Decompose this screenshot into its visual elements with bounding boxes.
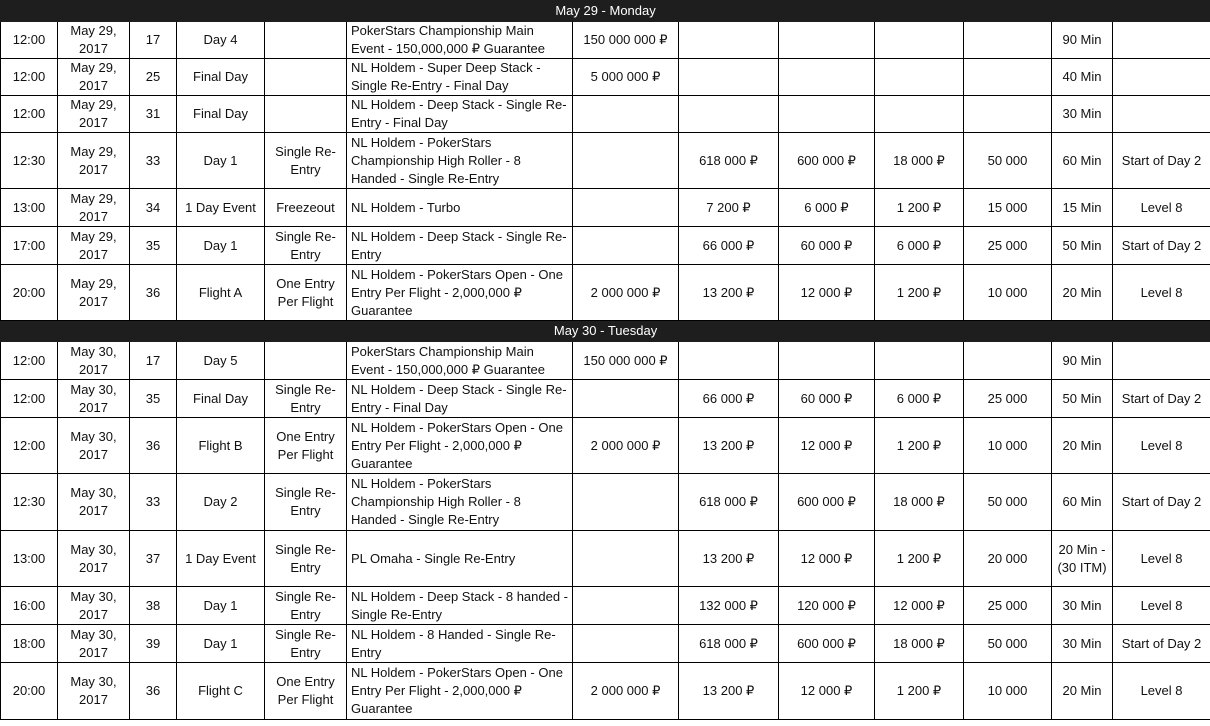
late-registration-cell: Start of Day 2	[1113, 380, 1210, 418]
levels-cell: 20 Min	[1052, 418, 1113, 474]
time-cell: 17:00	[1, 227, 58, 265]
buy-in-cell: 618 000 ₽	[679, 474, 779, 531]
buy-in-cell: 7 200 ₽	[679, 189, 779, 227]
time-cell: 12:00	[1, 59, 58, 96]
fee-cell: 12 000 ₽	[875, 587, 964, 625]
guarantee-cell	[573, 96, 679, 133]
guarantee-cell	[573, 531, 679, 587]
event-name-cell: NL Holdem - Super Deep Stack - Single Re-Entry - Final Day	[347, 59, 573, 96]
buy-in-cell: 13 200 ₽	[679, 265, 779, 321]
late-registration-cell: Level 8	[1113, 189, 1210, 227]
prize-pool-cell: 12 000 ₽	[779, 265, 875, 321]
event-number-cell: 35	[130, 227, 177, 265]
day-cell: 1 Day Event	[177, 531, 265, 587]
guarantee-cell	[573, 133, 679, 189]
time-cell: 12:00	[1, 96, 58, 133]
event-number-cell: 33	[130, 133, 177, 189]
entry-format-cell	[265, 96, 347, 133]
entry-format-cell: One Entry Per Flight	[265, 265, 347, 321]
day-header: May 30 - Tuesday	[1, 321, 1210, 342]
late-registration-cell	[1113, 59, 1210, 96]
day-cell: Flight C	[177, 663, 265, 720]
entry-format-cell: One Entry Per Flight	[265, 418, 347, 474]
prize-pool-cell: 6 000 ₽	[779, 189, 875, 227]
starting-stack-cell: 20 000	[964, 531, 1052, 587]
starting-stack-cell	[964, 22, 1052, 59]
table-row	[1, 22, 1210, 59]
event-name-cell: NL Holdem - PokerStars Championship High Roller - 8 Handed - Single Re-Entry	[347, 474, 573, 531]
starting-stack-cell: 10 000	[964, 265, 1052, 321]
buy-in-cell: 13 200 ₽	[679, 418, 779, 474]
event-number-cell: 37	[130, 531, 177, 587]
time-cell: 13:00	[1, 189, 58, 227]
buy-in-cell	[679, 96, 779, 133]
date-cell: May 30, 2017	[58, 342, 130, 380]
guarantee-cell: 2 000 000 ₽	[573, 418, 679, 474]
prize-pool-cell: 12 000 ₽	[779, 531, 875, 587]
guarantee-cell	[573, 380, 679, 418]
table-row	[1, 265, 1210, 321]
late-registration-cell: Level 8	[1113, 418, 1210, 474]
table-row	[1, 418, 1210, 474]
prize-pool-cell: 12 000 ₽	[779, 418, 875, 474]
time-cell: 12:30	[1, 474, 58, 531]
buy-in-cell: 618 000 ₽	[679, 625, 779, 663]
fee-cell: 18 000 ₽	[875, 133, 964, 189]
guarantee-cell: 2 000 000 ₽	[573, 265, 679, 321]
guarantee-cell: 150 000 000 ₽	[573, 342, 679, 380]
date-cell: May 30, 2017	[58, 663, 130, 720]
late-registration-cell: Level 8	[1113, 265, 1210, 321]
fee-cell: 1 200 ₽	[875, 418, 964, 474]
buy-in-cell: 618 000 ₽	[679, 133, 779, 189]
levels-cell: 50 Min	[1052, 227, 1113, 265]
fee-cell: 1 200 ₽	[875, 663, 964, 720]
time-cell: 16:00	[1, 587, 58, 625]
date-cell: May 30, 2017	[58, 474, 130, 531]
guarantee-cell	[573, 474, 679, 531]
levels-cell: 90 Min	[1052, 342, 1113, 380]
prize-pool-cell: 600 000 ₽	[779, 625, 875, 663]
date-cell: May 29, 2017	[58, 265, 130, 321]
time-cell: 12:00	[1, 380, 58, 418]
fee-cell: 6 000 ₽	[875, 380, 964, 418]
buy-in-cell	[679, 342, 779, 380]
late-registration-cell: Start of Day 2	[1113, 625, 1210, 663]
time-cell: 20:00	[1, 663, 58, 720]
day-cell: Day 1	[177, 227, 265, 265]
guarantee-cell: 2 000 000 ₽	[573, 663, 679, 720]
entry-format-cell	[265, 59, 347, 96]
time-cell: 18:00	[1, 625, 58, 663]
starting-stack-cell: 25 000	[964, 380, 1052, 418]
day-cell: Day 4	[177, 22, 265, 59]
event-number-cell: 25	[130, 59, 177, 96]
starting-stack-cell: 25 000	[964, 587, 1052, 625]
time-cell: 13:00	[1, 531, 58, 587]
levels-cell: 40 Min	[1052, 59, 1113, 96]
levels-cell: 50 Min	[1052, 380, 1113, 418]
levels-cell: 15 Min	[1052, 189, 1113, 227]
day-cell: 1 Day Event	[177, 189, 265, 227]
event-name-cell: NL Holdem - PokerStars Open - One Entry Per Flight - 2,000,000 ₽ Guarantee	[347, 265, 573, 321]
event-name-cell: NL Holdem - PokerStars Open - One Entry Per Flight - 2,000,000 ₽ Guarantee	[347, 418, 573, 474]
event-number-cell: 17	[130, 342, 177, 380]
event-name-cell: NL Holdem - Deep Stack - Single Re-Entry	[347, 227, 573, 265]
table-row	[1, 227, 1210, 265]
day-cell: Day 1	[177, 587, 265, 625]
event-number-cell: 38	[130, 587, 177, 625]
fee-cell: 18 000 ₽	[875, 625, 964, 663]
fee-cell: 1 200 ₽	[875, 265, 964, 321]
table-row	[1, 663, 1210, 720]
date-cell: May 29, 2017	[58, 22, 130, 59]
starting-stack-cell: 15 000	[964, 189, 1052, 227]
levels-cell: 60 Min	[1052, 474, 1113, 531]
fee-cell	[875, 96, 964, 133]
day-cell: Final Day	[177, 380, 265, 418]
entry-format-cell: One Entry Per Flight	[265, 663, 347, 720]
late-registration-cell: Start of Day 2	[1113, 474, 1210, 531]
prize-pool-cell	[779, 22, 875, 59]
entry-format-cell: Single Re-Entry	[265, 625, 347, 663]
day-cell: Flight B	[177, 418, 265, 474]
date-cell: May 29, 2017	[58, 133, 130, 189]
levels-cell: 90 Min	[1052, 22, 1113, 59]
prize-pool-cell: 12 000 ₽	[779, 663, 875, 720]
starting-stack-cell: 50 000	[964, 474, 1052, 531]
time-cell: 12:00	[1, 342, 58, 380]
event-name-cell: NL Holdem - PokerStars Open - One Entry Per Flight - 2,000,000 ₽ Guarantee	[347, 663, 573, 720]
event-name-cell: PokerStars Championship Main Event - 150,000,000 ₽ Guarantee	[347, 342, 573, 380]
guarantee-cell	[573, 189, 679, 227]
levels-cell: 60 Min	[1052, 133, 1113, 189]
fee-cell	[875, 22, 964, 59]
date-cell: May 30, 2017	[58, 531, 130, 587]
prize-pool-cell: 600 000 ₽	[779, 133, 875, 189]
table-row	[1, 380, 1210, 418]
date-cell: May 30, 2017	[58, 418, 130, 474]
day-cell: Day 1	[177, 625, 265, 663]
day-cell: Flight A	[177, 265, 265, 321]
time-cell: 12:00	[1, 418, 58, 474]
event-number-cell: 31	[130, 96, 177, 133]
event-name-cell: NL Holdem - Deep Stack - Single Re-Entry - Final Day	[347, 380, 573, 418]
buy-in-cell: 132 000 ₽	[679, 587, 779, 625]
buy-in-cell	[679, 22, 779, 59]
prize-pool-cell: 60 000 ₽	[779, 380, 875, 418]
entry-format-cell: Single Re-Entry	[265, 531, 347, 587]
event-number-cell: 36	[130, 663, 177, 720]
buy-in-cell: 13 200 ₽	[679, 663, 779, 720]
day-cell: Day 1	[177, 133, 265, 189]
levels-cell: 30 Min	[1052, 96, 1113, 133]
event-number-cell: 36	[130, 418, 177, 474]
guarantee-cell: 150 000 000 ₽	[573, 22, 679, 59]
event-number-cell: 39	[130, 625, 177, 663]
date-cell: May 29, 2017	[58, 59, 130, 96]
starting-stack-cell	[964, 96, 1052, 133]
table-row	[1, 342, 1210, 380]
prize-pool-cell: 600 000 ₽	[779, 474, 875, 531]
starting-stack-cell: 10 000	[964, 663, 1052, 720]
event-name-cell: PL Omaha - Single Re-Entry	[347, 531, 573, 587]
levels-cell: 30 Min	[1052, 587, 1113, 625]
time-cell: 12:30	[1, 133, 58, 189]
table-row	[1, 189, 1210, 227]
event-number-cell: 36	[130, 265, 177, 321]
date-cell: May 30, 2017	[58, 587, 130, 625]
event-name-cell: NL Holdem - Turbo	[347, 189, 573, 227]
event-name-cell: NL Holdem - 8 Handed - Single Re-Entry	[347, 625, 573, 663]
entry-format-cell	[265, 342, 347, 380]
day-header-row	[1, 1, 1210, 22]
entry-format-cell: Single Re-Entry	[265, 133, 347, 189]
entry-format-cell: Single Re-Entry	[265, 587, 347, 625]
fee-cell: 6 000 ₽	[875, 227, 964, 265]
entry-format-cell: Single Re-Entry	[265, 474, 347, 531]
fee-cell: 18 000 ₽	[875, 474, 964, 531]
table-row	[1, 587, 1210, 625]
day-cell: Final Day	[177, 96, 265, 133]
late-registration-cell: Level 8	[1113, 531, 1210, 587]
guarantee-cell: 5 000 000 ₽	[573, 59, 679, 96]
late-registration-cell: Start of Day 2	[1113, 227, 1210, 265]
late-registration-cell	[1113, 342, 1210, 380]
levels-cell: 20 Min	[1052, 663, 1113, 720]
prize-pool-cell	[779, 59, 875, 96]
event-number-cell: 34	[130, 189, 177, 227]
entry-format-cell: Freezeout	[265, 189, 347, 227]
buy-in-cell: 13 200 ₽	[679, 531, 779, 587]
event-number-cell: 35	[130, 380, 177, 418]
event-number-cell: 17	[130, 22, 177, 59]
buy-in-cell	[679, 59, 779, 96]
table-row	[1, 474, 1210, 531]
event-name-cell: NL Holdem - Deep Stack - 8 handed - Single Re-Entry	[347, 587, 573, 625]
levels-cell: 20 Min - (30 ITM)	[1052, 531, 1113, 587]
buy-in-cell: 66 000 ₽	[679, 227, 779, 265]
prize-pool-cell	[779, 96, 875, 133]
guarantee-cell	[573, 227, 679, 265]
event-name-cell: NL Holdem - Deep Stack - Single Re-Entry - Final Day	[347, 96, 573, 133]
date-cell: May 29, 2017	[58, 189, 130, 227]
entry-format-cell: Single Re-Entry	[265, 380, 347, 418]
starting-stack-cell: 25 000	[964, 227, 1052, 265]
date-cell: May 29, 2017	[58, 96, 130, 133]
levels-cell: 30 Min	[1052, 625, 1113, 663]
late-registration-cell: Start of Day 2	[1113, 133, 1210, 189]
day-cell: Day 5	[177, 342, 265, 380]
starting-stack-cell: 50 000	[964, 625, 1052, 663]
prize-pool-cell	[779, 342, 875, 380]
starting-stack-cell: 50 000	[964, 133, 1052, 189]
table-row	[1, 96, 1210, 133]
late-registration-cell	[1113, 22, 1210, 59]
date-cell: May 30, 2017	[58, 380, 130, 418]
day-header-row	[1, 321, 1210, 342]
prize-pool-cell: 60 000 ₽	[779, 227, 875, 265]
day-header: May 29 - Monday	[1, 1, 1210, 22]
starting-stack-cell	[964, 59, 1052, 96]
event-name-cell: PokerStars Championship Main Event - 150,000,000 ₽ Guarantee	[347, 22, 573, 59]
levels-cell: 20 Min	[1052, 265, 1113, 321]
table-row	[1, 59, 1210, 96]
time-cell: 20:00	[1, 265, 58, 321]
late-registration-cell: Level 8	[1113, 587, 1210, 625]
date-cell: May 29, 2017	[58, 227, 130, 265]
late-registration-cell: Level 8	[1113, 663, 1210, 720]
guarantee-cell	[573, 625, 679, 663]
starting-stack-cell	[964, 342, 1052, 380]
buy-in-cell: 66 000 ₽	[679, 380, 779, 418]
schedule-body	[1, 1, 1210, 720]
table-row	[1, 133, 1210, 189]
prize-pool-cell: 120 000 ₽	[779, 587, 875, 625]
fee-cell: 1 200 ₽	[875, 189, 964, 227]
event-number-cell: 33	[130, 474, 177, 531]
day-cell: Day 2	[177, 474, 265, 531]
time-cell: 12:00	[1, 22, 58, 59]
entry-format-cell: Single Re-Entry	[265, 227, 347, 265]
event-name-cell: NL Holdem - PokerStars Championship High Roller - 8 Handed - Single Re-Entry	[347, 133, 573, 189]
guarantee-cell	[573, 587, 679, 625]
fee-cell	[875, 59, 964, 96]
table-row	[1, 531, 1210, 587]
fee-cell	[875, 342, 964, 380]
date-cell: May 30, 2017	[58, 625, 130, 663]
late-registration-cell	[1113, 96, 1210, 133]
day-cell: Final Day	[177, 59, 265, 96]
table-row	[1, 625, 1210, 663]
starting-stack-cell: 10 000	[964, 418, 1052, 474]
fee-cell: 1 200 ₽	[875, 531, 964, 587]
entry-format-cell	[265, 22, 347, 59]
